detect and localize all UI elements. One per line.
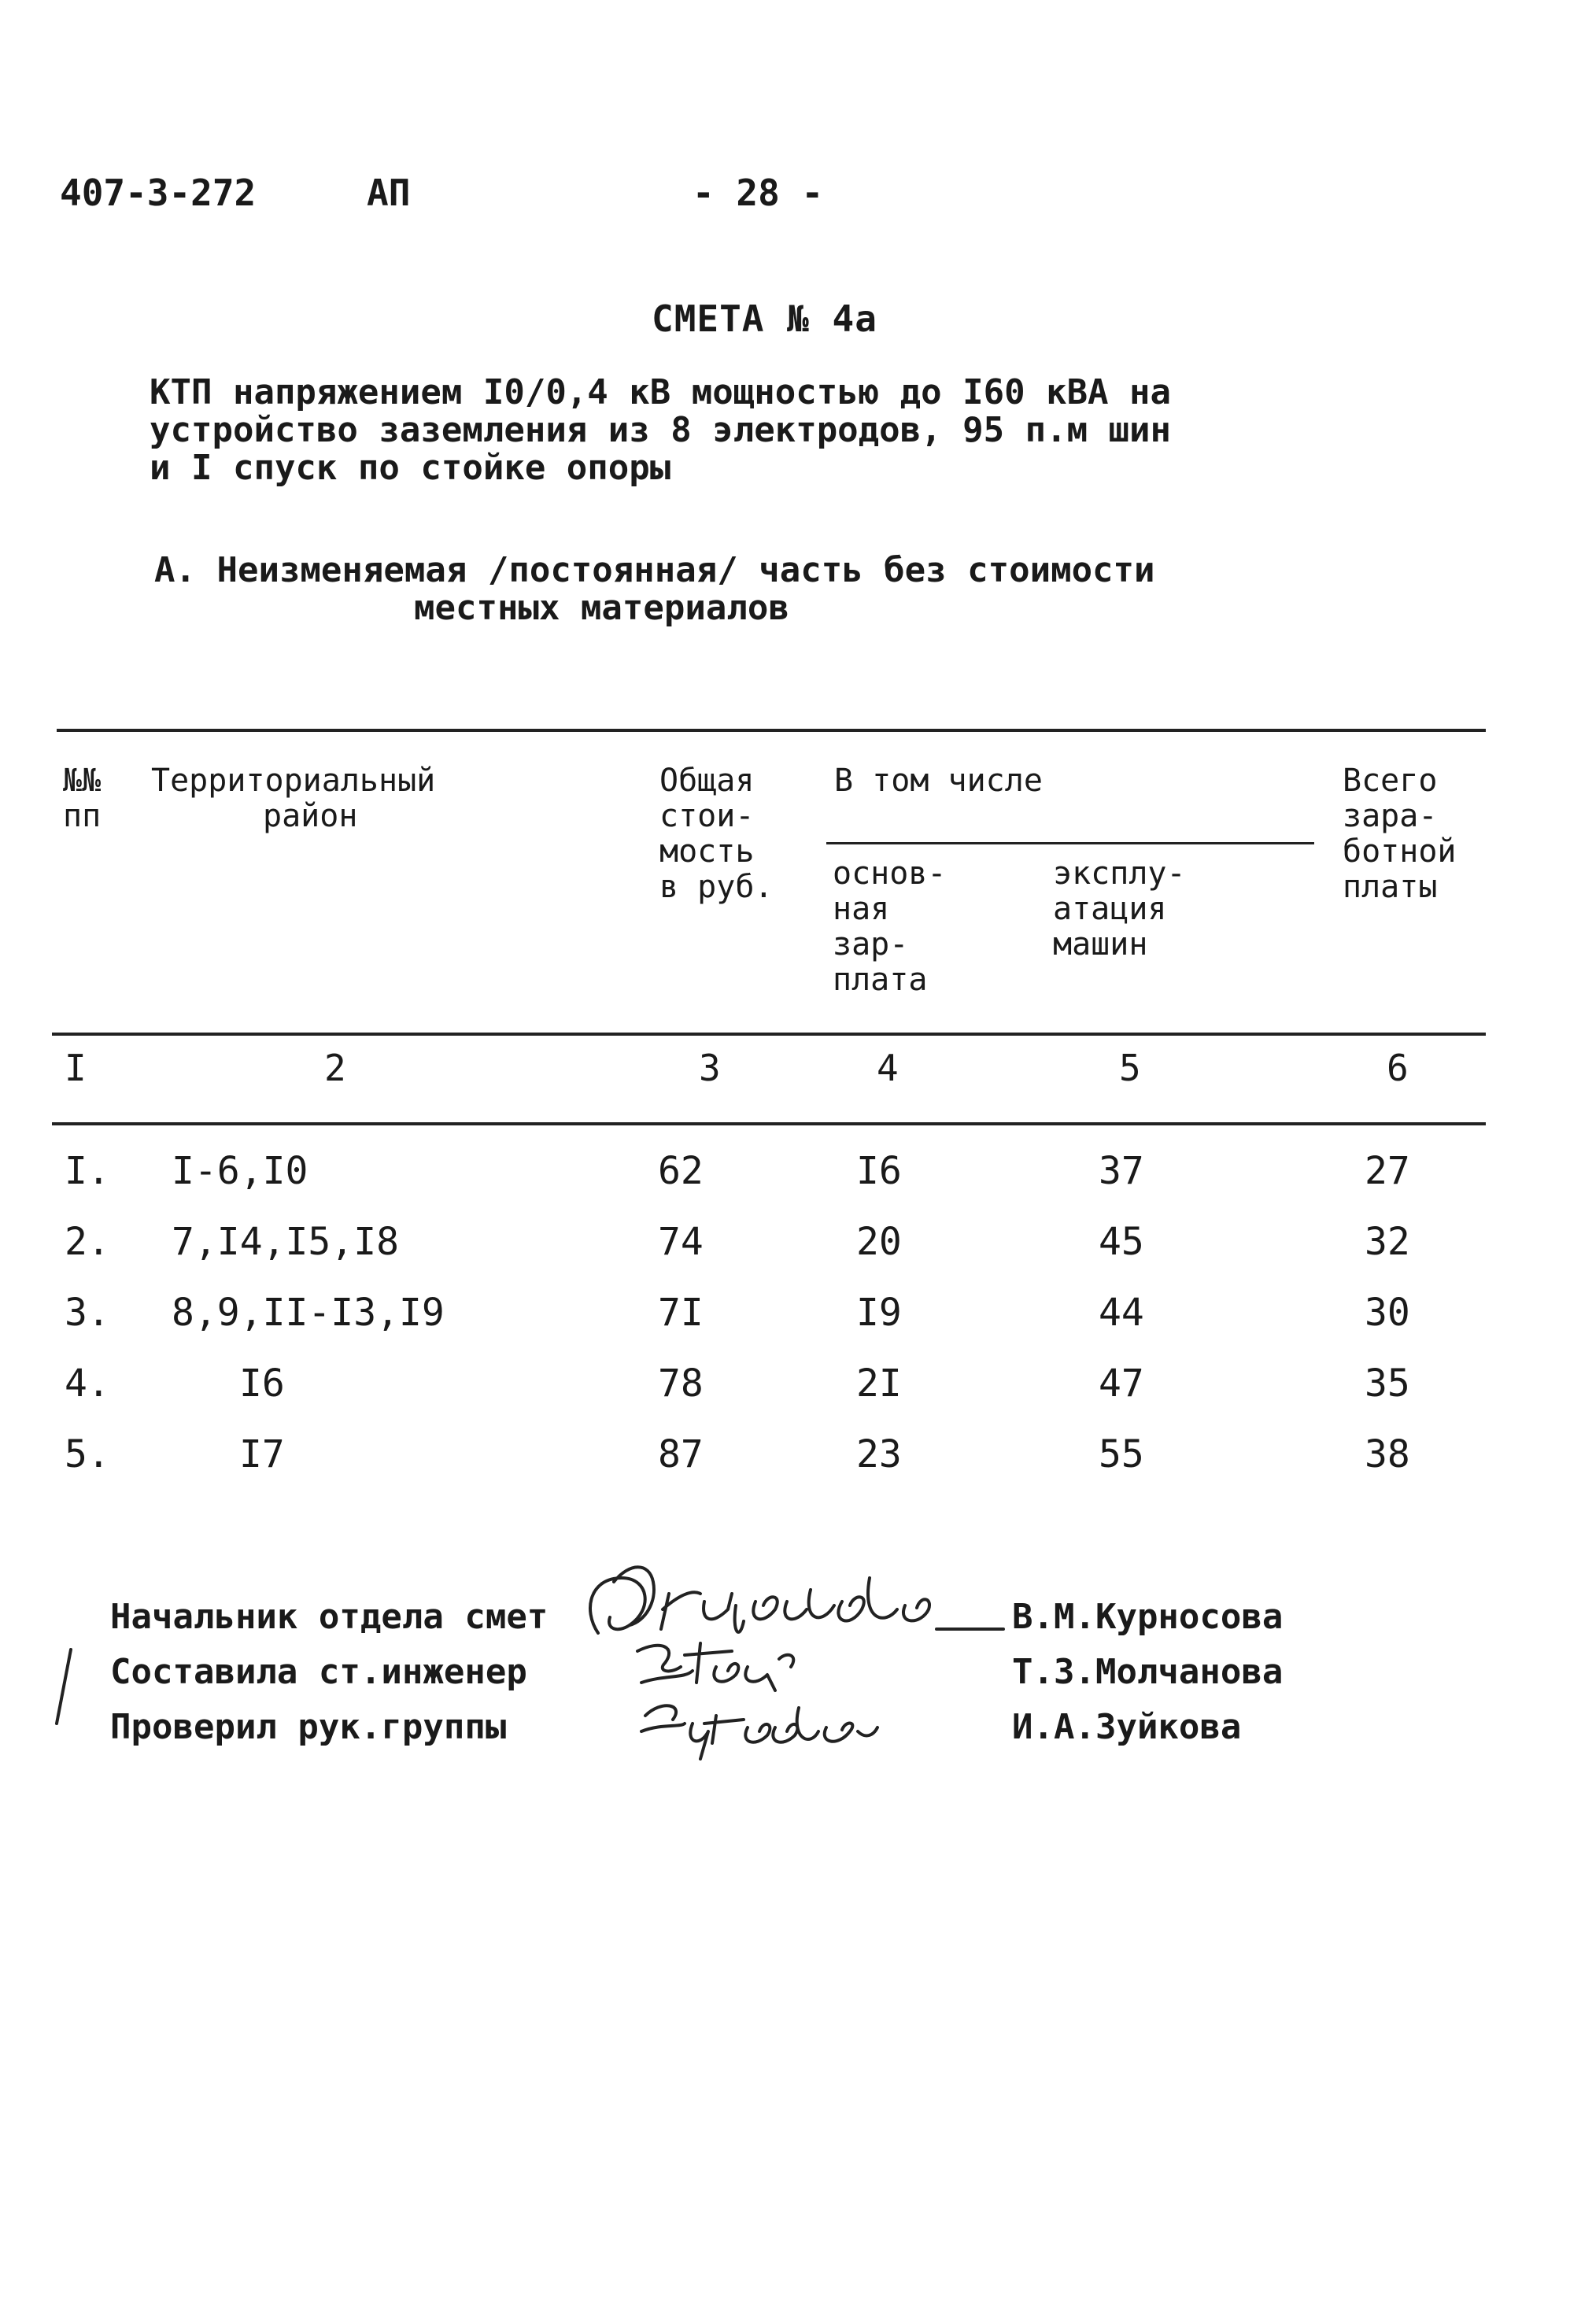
col-number-5: 5 [1119, 1047, 1141, 1089]
signature-name-1: В.М.Курносова [1012, 1597, 1284, 1637]
col-header-region: Территориальный район [151, 763, 436, 834]
signature-name-2: Т.З.Молчанова [1012, 1652, 1284, 1692]
wage-cell: 2I [856, 1362, 902, 1406]
machines-cell: 47 [1099, 1362, 1144, 1406]
col-header-all-wage: Всего зара- ботной платы [1343, 763, 1457, 905]
col-number-6: 6 [1387, 1047, 1409, 1089]
region-cell: 8,9,II-I3,I9 [172, 1291, 445, 1335]
col-number-4: 4 [877, 1047, 899, 1089]
wage-cell: 23 [856, 1432, 902, 1476]
col-header-wage: основ- ная зар- плата [833, 855, 947, 998]
handwritten-signature-2 [622, 1635, 826, 1698]
description-line-3: и I спуск по стойке опоры [150, 448, 671, 488]
total-cell: 74 [658, 1220, 704, 1264]
machines-cell: 44 [1099, 1291, 1144, 1335]
col-header-num: №№ пп [63, 763, 102, 834]
all-wage-cell: 27 [1365, 1149, 1410, 1193]
row-number: I. [65, 1149, 110, 1193]
row-number: 2. [65, 1220, 110, 1264]
all-wage-cell: 30 [1365, 1291, 1410, 1335]
table-top-rule [57, 729, 1486, 732]
wage-cell: I9 [856, 1291, 902, 1335]
section-heading-line-1: А. Неизменяемая /постоянная/ часть без стоимости [154, 550, 1155, 590]
signature-name-3: И.А.Зуйкова [1012, 1707, 1242, 1747]
col-header-machines: эксплу- атация машин [1053, 855, 1186, 962]
total-cell: 7I [658, 1291, 704, 1335]
description-line-2: устройство заземления из 8 электродов, 95 п.м шин [150, 410, 1172, 450]
signature-role-3: Проверил рук.группы [110, 1707, 507, 1747]
description-line-1: КТП напряжением I0/0,4 кВ мощностью до I60 кВА на [150, 372, 1172, 412]
page-number: - 28 - [693, 172, 824, 214]
col-number-1: I [65, 1047, 87, 1089]
estimate-title: СМЕТА № 4а [652, 297, 877, 340]
handwritten-signature-1 [574, 1546, 1015, 1649]
region-cell: I6 [239, 1362, 285, 1406]
margin-pen-stroke [47, 1645, 79, 1731]
region-cell: 7,I4,I5,I8 [172, 1220, 399, 1264]
col-number-2: 2 [324, 1047, 346, 1089]
col-header-total: Общая стои- мость в руб. [659, 763, 774, 905]
album-mark: АП [367, 172, 411, 214]
signature-role-2: Составила ст.инженер [110, 1652, 527, 1692]
row-number: 3. [65, 1291, 110, 1335]
region-cell: I7 [239, 1432, 285, 1476]
column-numbers-rule [52, 1122, 1486, 1125]
row-number: 4. [65, 1362, 110, 1406]
row-number: 5. [65, 1432, 110, 1476]
total-cell: 78 [658, 1362, 704, 1406]
machines-cell: 45 [1099, 1220, 1144, 1264]
all-wage-cell: 35 [1365, 1362, 1410, 1406]
wage-cell: 20 [856, 1220, 902, 1264]
wage-cell: I6 [856, 1149, 902, 1193]
handwritten-signature-3 [630, 1692, 889, 1763]
machines-cell: 37 [1099, 1149, 1144, 1193]
header-bottom-rule [52, 1033, 1486, 1036]
all-wage-cell: 38 [1365, 1432, 1410, 1476]
signature-role-1: Начальник отдела смет [110, 1597, 549, 1637]
col-header-including: В том числе [834, 763, 1043, 799]
machines-cell: 55 [1099, 1432, 1144, 1476]
region-cell: I-6,I0 [172, 1149, 308, 1193]
doc-code: 407-3-272 [60, 172, 257, 214]
all-wage-cell: 32 [1365, 1220, 1410, 1264]
col-number-3: 3 [699, 1047, 721, 1089]
total-cell: 87 [658, 1432, 704, 1476]
total-cell: 62 [658, 1149, 704, 1193]
subheader-rule [826, 842, 1314, 844]
section-heading-line-2: местных материалов [414, 588, 789, 628]
